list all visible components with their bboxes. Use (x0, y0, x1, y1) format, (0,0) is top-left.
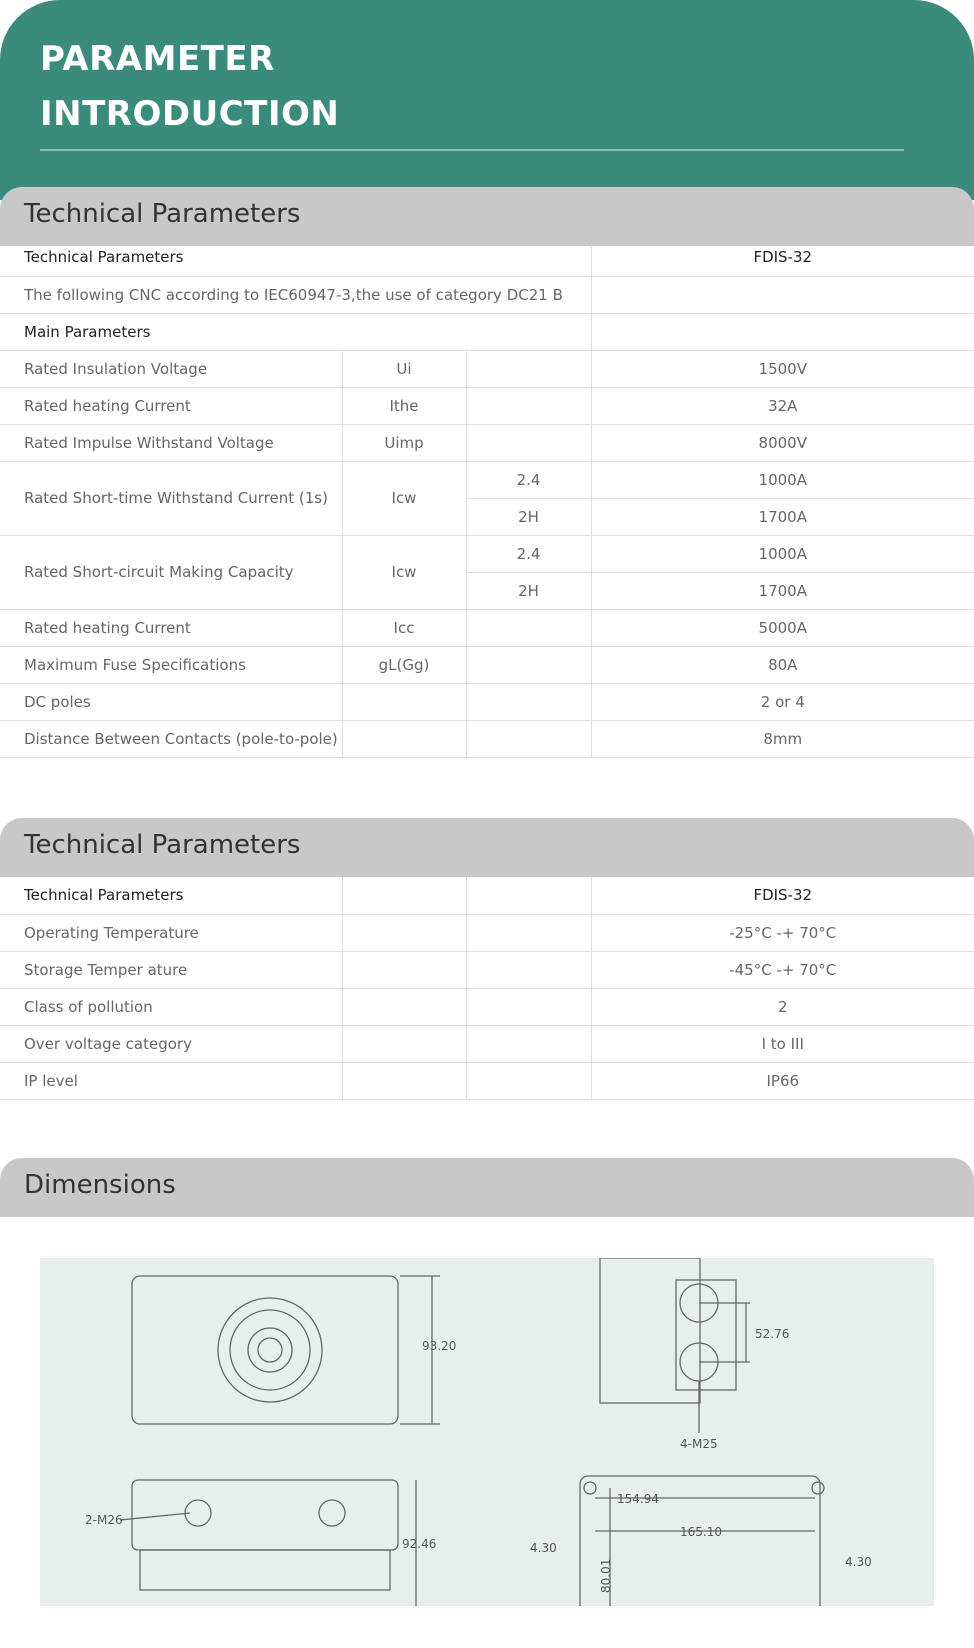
param-name: Maximum Fuse Specifications (0, 646, 342, 683)
empty-cell (342, 951, 466, 988)
table-row (0, 461, 974, 498)
empty-cell (342, 877, 466, 914)
title-line-2: INTRODUCTION (40, 94, 340, 134)
empty-cell (591, 313, 974, 350)
empty-cell (466, 350, 591, 387)
param-sub: 2.4 (466, 461, 591, 498)
table-row (0, 276, 974, 313)
technical-parameters-table (0, 239, 974, 758)
empty-cell (466, 988, 591, 1025)
param-value: 1000A (591, 461, 974, 498)
empty-cell (466, 424, 591, 461)
param-value: 8000V (591, 424, 974, 461)
param-value: 8mm (591, 720, 974, 757)
header-label: Technical Parameters (0, 877, 342, 914)
empty-cell (342, 1062, 466, 1099)
dim-label: 2-M26 (85, 1513, 123, 1527)
param-name: Distance Between Contacts (pole-to-pole) (0, 720, 342, 757)
table-row (0, 951, 974, 988)
param-value: 1700A (591, 572, 974, 609)
param-symbol: Ithe (342, 387, 466, 424)
dim-label: 4.30 (845, 1555, 872, 1569)
empty-cell (466, 1025, 591, 1062)
empty-cell (466, 609, 591, 646)
param-name: Operating Temperature (0, 914, 342, 951)
param-name: Class of pollution (0, 988, 342, 1025)
dim-label: 93.20 (422, 1339, 457, 1353)
param-symbol: Icw (342, 461, 466, 535)
param-sub: 2H (466, 498, 591, 535)
param-value: 1500V (591, 350, 974, 387)
empty-cell (342, 914, 466, 951)
param-name: Storage Temper ature (0, 951, 342, 988)
mounting-view (530, 1476, 872, 1606)
dimension-drawing (40, 1258, 934, 1606)
table-header-row (0, 877, 974, 914)
empty-cell (466, 951, 591, 988)
table-row (0, 535, 974, 572)
section-header-technical-parameters-2 (0, 818, 974, 877)
header-label: Technical Parameters (0, 239, 591, 276)
param-name: Rated Impulse Withstand Voltage (0, 424, 342, 461)
empty-cell (466, 646, 591, 683)
param-name: Rated Insulation Voltage (0, 350, 342, 387)
param-sub: 2H (466, 572, 591, 609)
table-row (0, 424, 974, 461)
param-value: -25°C -+ 70°C (591, 914, 974, 951)
dim-label: 4-M25 (680, 1437, 718, 1451)
dim-label: 80.01 (599, 1558, 613, 1593)
param-value: -45°C -+ 70°C (591, 951, 974, 988)
param-value: 1000A (591, 535, 974, 572)
table-row (0, 720, 974, 757)
dim-label: 4.30 (530, 1541, 557, 1555)
param-name: DC poles (0, 683, 342, 720)
param-symbol: Ui (342, 350, 466, 387)
param-value: 1700A (591, 498, 974, 535)
param-value: 5000A (591, 609, 974, 646)
table-row (0, 646, 974, 683)
param-name: IP level (0, 1062, 342, 1099)
front-view (132, 1276, 456, 1424)
header-model: FDIS-32 (591, 877, 974, 914)
empty-cell (342, 1025, 466, 1062)
param-sub: 2.4 (466, 535, 591, 572)
empty-cell (466, 914, 591, 951)
note-cell: The following CNC according to IEC60947-3,the use of category DC21 B (0, 276, 591, 313)
dim-label: 92.46 (402, 1537, 437, 1551)
dim-label: 52.76 (755, 1327, 790, 1341)
header-model: FDIS-32 (591, 239, 974, 276)
param-symbol (342, 720, 466, 757)
empty-cell (466, 877, 591, 914)
table-row (0, 609, 974, 646)
param-name: Rated heating Current (0, 609, 342, 646)
empty-cell (591, 276, 974, 313)
dim-label: 165.10 (680, 1525, 722, 1539)
table-row (0, 350, 974, 387)
table-row (0, 988, 974, 1025)
param-name: Rated heating Current (0, 387, 342, 424)
param-symbol: Icc (342, 609, 466, 646)
param-symbol: gL(Gg) (342, 646, 466, 683)
empty-cell (466, 1062, 591, 1099)
param-name: Rated Short-circuit Making Capacity (0, 535, 342, 609)
empty-cell (466, 387, 591, 424)
empty-cell (466, 720, 591, 757)
bottom-view (85, 1480, 436, 1606)
table-row (0, 387, 974, 424)
empty-cell (466, 683, 591, 720)
section-header-dimensions (0, 1158, 974, 1217)
param-symbol (342, 683, 466, 720)
page-title (40, 32, 339, 142)
param-value: I to III (591, 1025, 974, 1062)
environment-parameters-table (0, 877, 974, 1100)
divider (40, 149, 904, 151)
param-symbol: Uimp (342, 424, 466, 461)
page-header (0, 0, 974, 200)
main-parameters-label: Main Parameters (0, 313, 591, 350)
param-name: Rated Short-time Withstand Current (1s) (0, 461, 342, 535)
table-row (0, 1025, 974, 1062)
table-row (0, 313, 974, 350)
table-row (0, 1062, 974, 1099)
section-title: Technical Parameters (24, 199, 301, 229)
table-row (0, 914, 974, 951)
param-value: 80A (591, 646, 974, 683)
title-line-1: PARAMETER (40, 39, 275, 79)
empty-cell (342, 988, 466, 1025)
param-symbol: Icw (342, 535, 466, 609)
table-row (0, 683, 974, 720)
param-value: 2 or 4 (591, 683, 974, 720)
param-value: 32A (591, 387, 974, 424)
dim-label: 154.94 (617, 1492, 659, 1506)
section-title: Technical Parameters (24, 830, 301, 860)
param-name: Over voltage category (0, 1025, 342, 1062)
param-value: IP66 (591, 1062, 974, 1099)
section-title: Dimensions (24, 1170, 176, 1200)
param-value: 2 (591, 988, 974, 1025)
side-view (600, 1258, 789, 1451)
section-header-technical-parameters (0, 187, 974, 246)
